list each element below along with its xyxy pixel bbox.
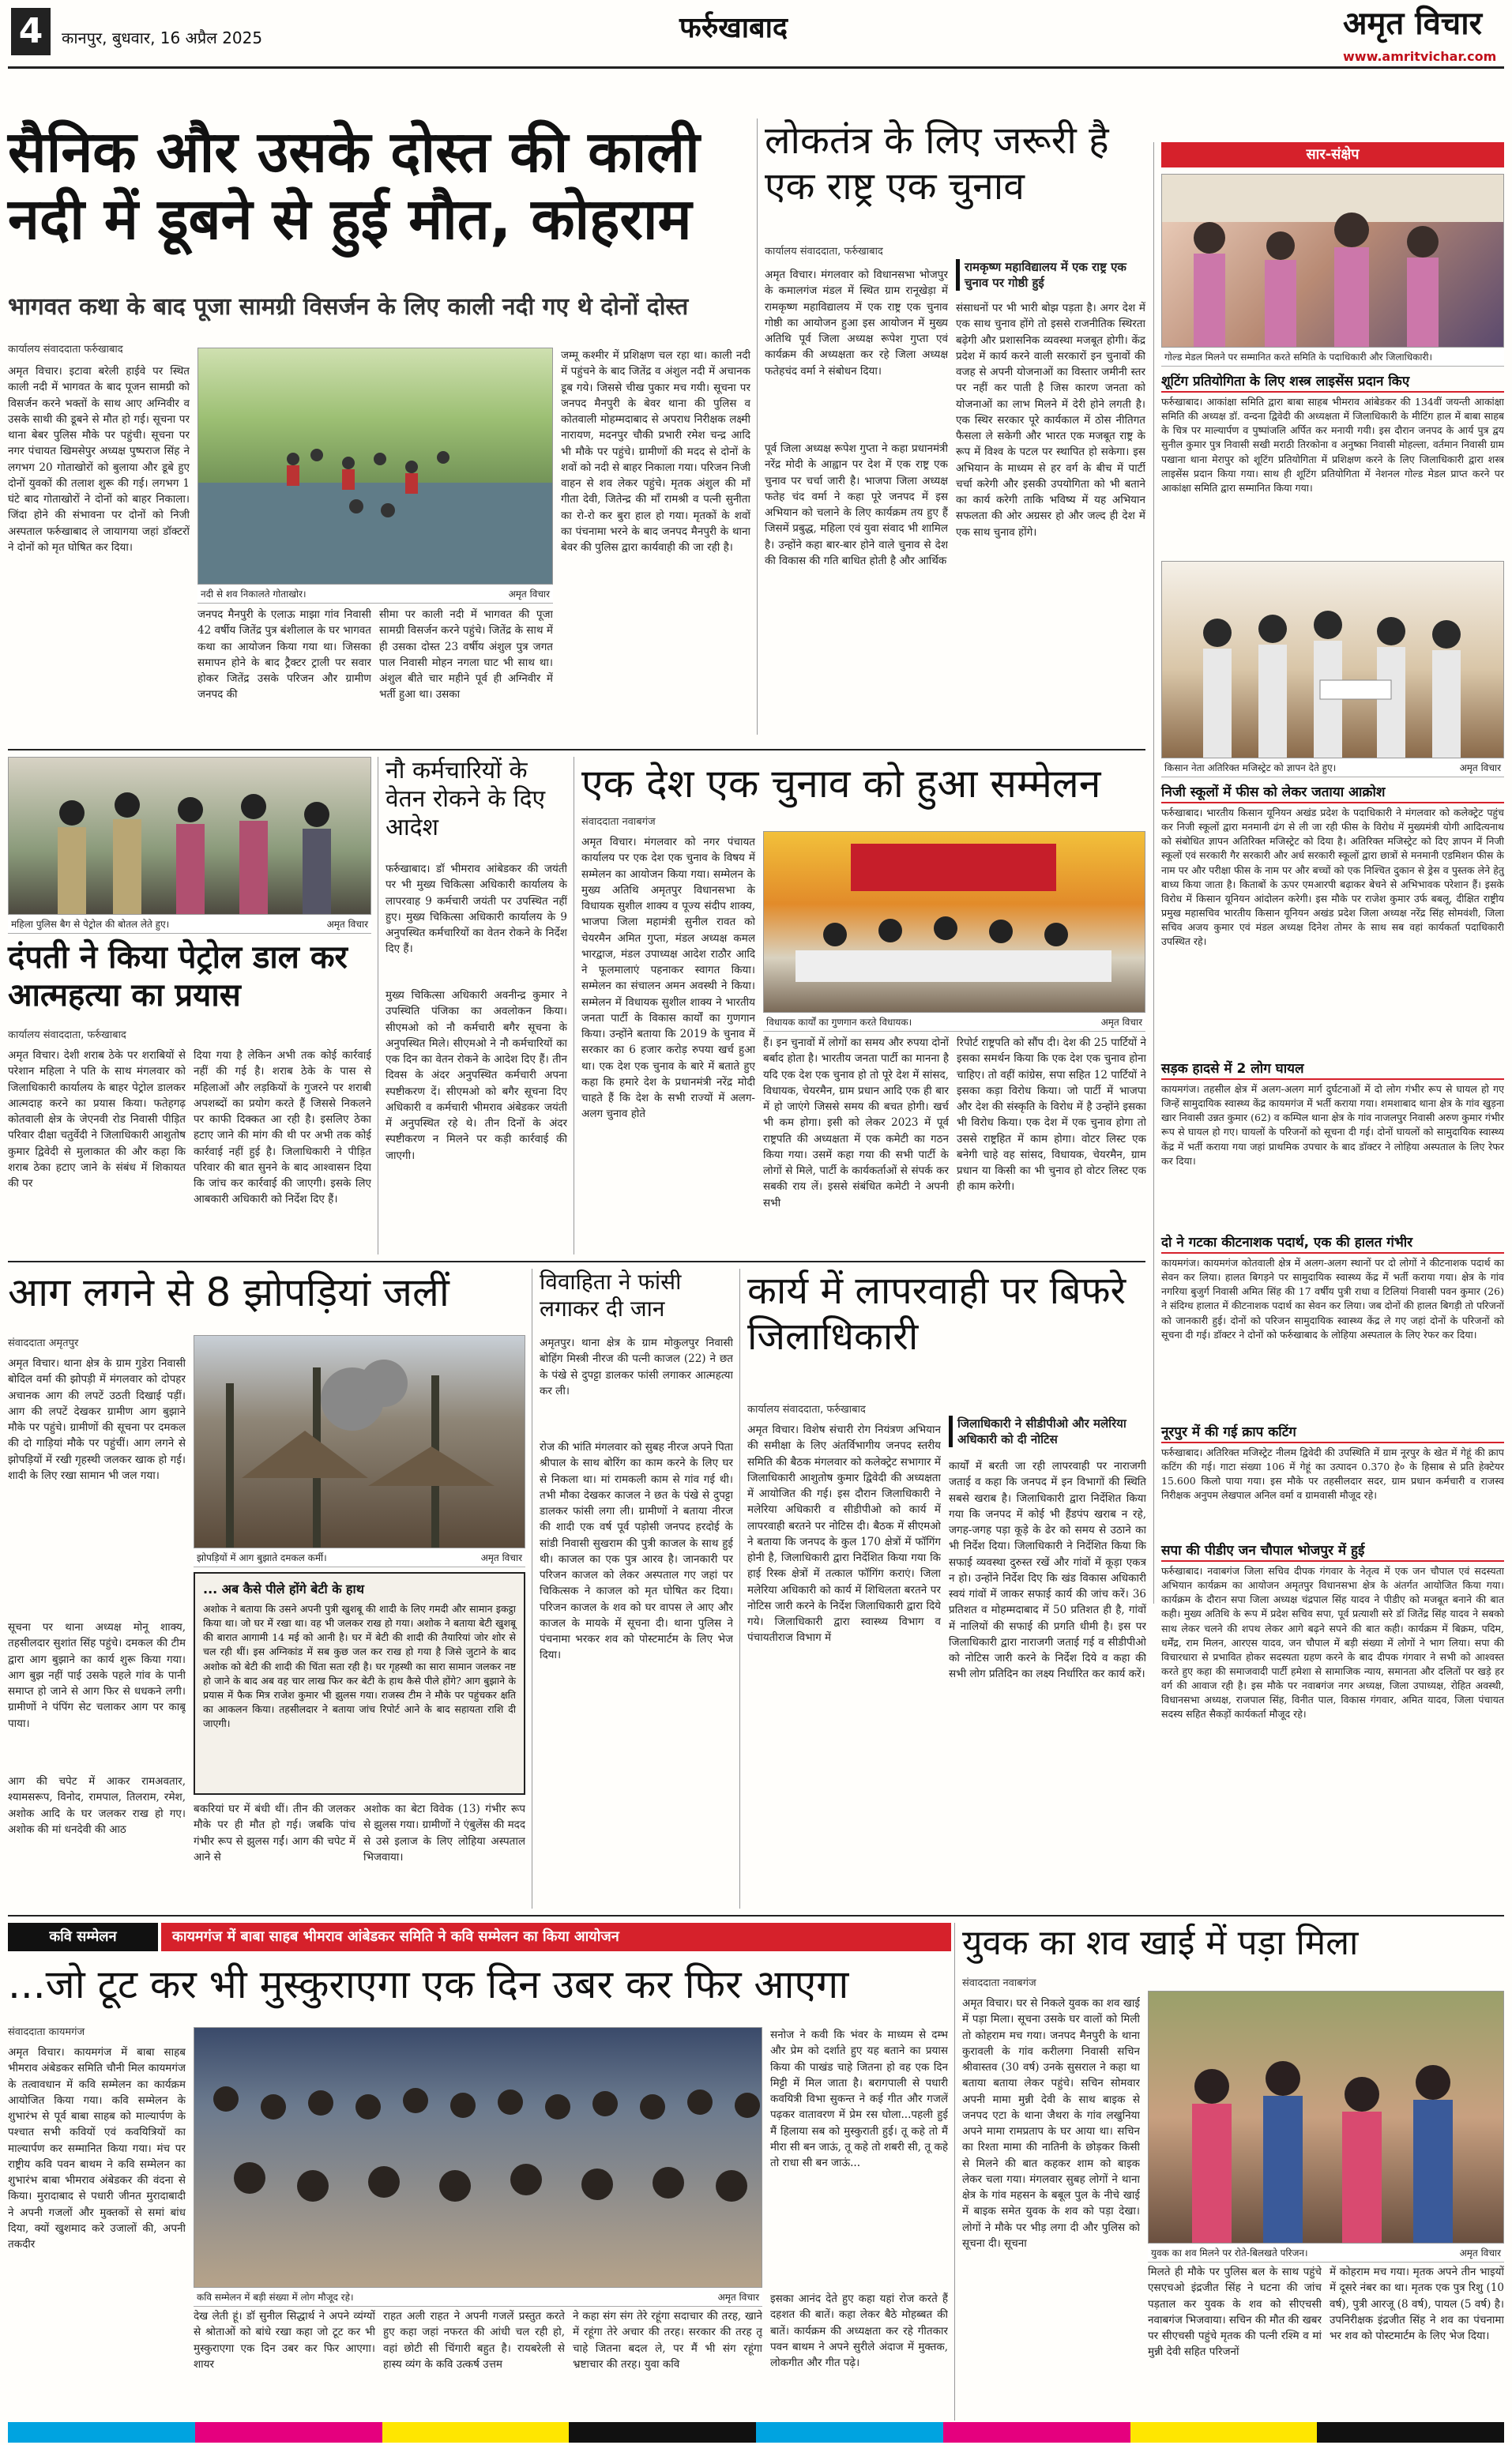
story4-headline: एक देश एक चुनाव को हुआ सम्मेलन — [581, 761, 1101, 807]
story5-photo — [8, 757, 371, 915]
story8-body-col2: कार्यों में बरती जा रही लापरवाही पर नाराजगी जताई व कहा कि जनपद में इन विभागों की स्थिति सबसे खराब है। जिलाधिकारी द्वारा निर्देशित किया गया कि जनपद में कोई भी हैंडपंप खराब न रहे, जगह-जगह पड़ा कूड़े के ढेर को समय से उठाने का भी निर्देश दिया। जिलाधिकारी ने निर्देशित किया कि सफाई व्यवस्था दुरुस्त रखें और गांवों में कूड़ा एकत्र न हो। उन्होंने निर्देश दिए कि खंड विकास अधिकारी स्वयं गांवों में जाकर सफाई कार्य की जांच करें। 36 प्रतिशत व मोहम्मदाबाद में 50 प्रतिशत ही है, गांवों में नालियों की सफाई की प्रगति धीमी है। इस पर जिलाधिकारी द्वारा नाराजगी जताई गई व सीडीपीओ को नोटिस जारी करने के निर्देश दिये व कहा की सभी लोग प्रतिदिन का लक्ष्य निर्धारित कर कार्य करें। — [949, 1460, 1146, 1681]
caption-text: कवि सम्मेलन में बड़ी संख्या में लोग मौजूद रहे। — [197, 2292, 354, 2303]
section-title: फर्रुखाबाद — [679, 12, 788, 44]
caption-text: युवक का शव मिलने पर रोते-बिलखते परिजन। — [1151, 2248, 1308, 2259]
story6-body-col1b: सूचना पर थाना अध्यक्ष मोनू शाक्य, तहसीलदार सुशांत सिंह पहुंचे। दमकल की टीम द्वारा आग बुझाने का कार्य शुरू किया गया। आग बुझ नहीं पाई उसके पहले गांव के पानी समाप्त हो जाने से आग फिर से धधकने लगी। ग्रामीणों ने पंपिंग सेट चलाकर आग पर काबू पाया। — [8, 1621, 186, 1730]
story2-subhead: रामकृष्ण महाविद्यालय में एक राष्ट्र एक चुनाव पर गोष्ठी हुई — [956, 259, 1145, 291]
story1-photo — [197, 348, 553, 585]
story5-body-col1: अमृत विचार। देशी शराब ठेके पर शराबियों से परेशान महिला ने पति के साथ मंगलवार को जिलाधिकारी कार्यालय के बाहर पेट्रोल डालकर आत्मदाह करने का प्रयास किया। फतेहगढ़ कोतवाली क्षेत्र के जेएनवी रोड निवासी पीड़ित परिवार दीक्षा चतुर्वेदी ने जिलाधिकारी आशुतोष कुमार द्विवेदी से मुलाकात की और कहा कि शराब ठेका हटाए जाने के संबंध में शिकायत की पर — [8, 1049, 186, 1190]
briefs-photo1-caption — [1161, 348, 1504, 367]
story6-photo — [194, 1335, 525, 1548]
swatch — [756, 2422, 943, 2443]
story6-photo-caption — [194, 1548, 525, 1567]
story4-photo — [763, 831, 1145, 1013]
story1-body-col4: जम्मू कश्मीर में प्रशिक्षण चल रहा था। काली नदी में पहुंचने के बाद जितेंद्र व अंशुल नदी में अचानक डूब गये। जिससे चीख पुकार मच गयी। सूचना पर जनपद मैनपुरी के बेवर थाना की पुलिस व कोतवाली मोहम्मदाबाद से अपराध निरीक्षक लक्ष्मी नारायण, मदनपुर चौकी प्रभारी रमेश चन्द्र आदि भी मौके पर पहुंचे। ग्रामीणों की मदद से दोनों के शवों को नदी से बाहर निकाला गया। परिजन निजी वाहन से शव लेकर पहुंचे। मृतक अंशुल की माँ गीता देवी, जितेन्द्र की माँ रामश्री व पत्नी सुनीता का रो-रो कर बुरा हाल हो गया। मृतकों के शवों का पंचनामा भरने के बाद जनपद मैनपुरी के थाना बेवर की पुलिस द्वारा कार्यवाही की जा रही है। — [561, 349, 750, 554]
photo-credit: अमृत विचार — [1100, 1017, 1142, 1028]
swatch — [1130, 2422, 1318, 2443]
brief3-text: कायमगंज। तहसील क्षेत्र में अलग-अलग मार्ग दुर्घटनाओं में दो लोग गंभीर रूप से घायल हो गए जिन्हें सामुदायिक स्वास्थ्य केंद्र कायमगंज में भर्ती कराया गया। शमशाबाद थाना क्षेत्र के गांव खुड़ना खार निवासी उन्नत कुमार (62) व कम्पिल थाना क्षेत्र के गांव नाजलपुर निवासी अरुण कुमार गंभीर रूप से घायल हो गए। घायलों के परिजनों को सूचना दी गई। दोनों घायलों को सामुदायिक स्वास्थ्य केंद्र में भर्ती कराया गया जहां प्राथमिक उपचार के बाद डॉक्टर ने लोहिया अस्पताल के लिए रेफर कर दिया। — [1161, 1083, 1504, 1167]
story5-byline: कार्यालय संवाददाता, फर्रुखाबाद — [8, 1029, 126, 1041]
briefs-header: सार-संक्षेप — [1161, 142, 1504, 167]
website-link[interactable]: www.amritvichar.com — [1343, 49, 1497, 64]
brief2-text: फर्रुखाबाद। भारतीय किसान यूनियन अखंड प्रदेश के पदाधिकारी ने मंगलवार को कलेक्ट्रेट पहुंच कर निजी स्कूलों द्वारा मनमानी ढंग से ली जा रही फीस के विरोध में मुख्यमंत्री योगी आदित्यनाथ को संबोधित ज्ञापन अतिरिक्त मजिस्ट्रेट को दिया है। अतिरिक्त मजिस्ट्रेट को दिए ज्ञापन में निजी स्कूलों एवं सरकारी गैर सरकारी और अर्ध सरकारी स्कूलों द्वारा छात्रों से मनमानी एडमिशन फीस के नाम पर और परीक्षा फीस के नाम पर और बच्चों को एक निश्चित दुकान से ड्रेस व पुस्तक लेने हेतु बाध्य किया जाता है। किताबों के ऊपर एमआरपी बढ़ाकर बेचने से अभिभावक परेशान हैं। इसके विरोध में किसान यूनियन आंदोलन करेगी। इस मौके पर राजेश कुमार उर्फ बबलू, दीक्षित राष्ट्रीय प्रमुख महासचिव भारतीय किसान यूनियन अखंड प्रदेश जिला अध्यक्ष नरेंद्र सिंह सोमवंशी, जिला सचिव अजय कुमार एवं मंडल अध्यक्ष दिनेश तोमर के साथ सब वहां कार्यकर्ता पदाधिकारी उपस्थित रहे। — [1161, 807, 1504, 948]
story9-headline: युवक का शव खाई में पड़ा मिला — [962, 1923, 1359, 1963]
brief4-text: कायमगंज। कायमगंज कोतवाली क्षेत्र में अलग-अलग स्थानों पर दो लोगों ने कीटनाशक पदार्थ का सेवन कर लिया। हालत बिगड़ने पर सामुदायिक स्वास्थ्य केंद्र में भर्ती कराया गया। क्षेत्र के गांव नगरिया बुजुर्ग निवासी अमित सिंह की 17 वर्षीय पुत्री राधा व टिलियां निवासी पवन कुमार (26) ने संदिग्ध हालात में कीटनाशक पदार्थ का सेवन कर लिया। जब दोनों की हालत बिगड़ी तो परिजनों को जानकारी हुई। दोनों को परिजन सामुदायिक स्वास्थ्य केंद्र ले गए जहां दोनों के परिजनों को सूचना दी गई। डॉक्टर ने दोनों को फर्रुखाबाद के लोहिया अस्पताल के लिए रेफर कर दिया। — [1161, 1257, 1504, 1341]
story1-body-col1: अमृत विचार। इटावा बरेली हाईवे पर स्थित काली नदी में भागवत के बाद पूजन सामग्री को विसर्जन करने भक्तों के साथ आए अग्निवीर व उसके साथी की डूबने से मौत हो गई। सूचना पर थाना बेबर पुलिस मौके पर पहुंची। सूचना पर नगर पंचायत खिमसेपुर अध्यक्ष पुष्पराज सिंह ने लगभग 20 गोताखोरों को बुलाया और डूबे हुए दोनों युवकों की तलाश शुरू की गई। लगभग 1 घंटे बाद गोताखोरों ने दोनों को बाहर निकाला। जिंदा होने की संभावना पर दोनों को निजी अस्पताल फर्रुखाबाद ले जायागया जहां डॉक्टरों ने दोनों को मृत घोषित कर दिया। — [8, 365, 190, 554]
story9-photo-caption — [1148, 2244, 1504, 2263]
print-registration-bar — [8, 2422, 1504, 2443]
briefs-photo1 — [1161, 174, 1504, 348]
story1-body-col2: जनपद मैनपुरी के एलाऊ माझा गांव निवासी 42 वर्षीय जितेंद्र पुत्र बंशीलाल के घर भागवत कथा का आयोजन किया गया था। जिसका समापन होने के बाद ट्रैक्टर ट्राली पर सवार होकर जितेंद्र उसके परिजन और ग्रामीण जनपद की — [197, 608, 371, 702]
story1-photo-caption — [197, 585, 553, 604]
brief1-heading: शूटिंग प्रतियोगिता के लिए शस्त्र लाइसेंस प्रदान किए — [1161, 371, 1504, 393]
caption-text: गोल्ड मेडल मिलने पर सम्मानित करते समिति के पदाधिकारी और जिलाधिकारी। — [1164, 352, 1433, 363]
story1-headline: सैनिक और उसके दोस्त की काली नदी में डूबने से हुई मौत, कोहराम — [8, 118, 700, 252]
story6-sidebar-box — [194, 1572, 525, 1795]
farmers-memo-image — [1162, 562, 1504, 758]
caption-text: नदी से शव निकालते गोताखोर। — [201, 589, 307, 600]
medal-ceremony-image — [1162, 175, 1504, 348]
conference-stage-image — [764, 832, 1145, 1013]
story2-body-col1b: पूर्व जिला अध्यक्ष रूपेश गुप्ता ने कहा प्रधानमंत्री नरेंद्र मोदी के आह्वान पर देश में एक राष्ट्र एक चुनाव पर चर्चा जारी है। भाजपा जिला अध्यक्ष फतेह चंद वर्मा ने कहा पूरे जनपद में इस अभियान को चलाने के लिए कार्यक्रम तय हुए हैं जिसमें प्रबुद्ध, महिला एवं युवा संवाद भी शामिल है। उन्होंने कहा बार-बार होने वाले चुनाव से देश की विकास की गति बाधित होती है और आर्थिक — [765, 442, 948, 567]
briefs-photo2-caption — [1161, 758, 1504, 777]
swatch — [943, 2422, 1130, 2443]
poetry-body-col1: अमृत विचार। कायमगंज में बाबा साहब भीमराव अंबेडकर समिति चौनी मिल कायमगंज के तत्वावधान में कवि सम्मेलन का कार्यक्रम आयोजित किया गया। कवि सम्मेलन के शुभारंभ से पूर्व बाबा साहब को माल्यार्पण के पश्चात सभी कवियों एवं कवयित्रियों का माल्यार्पण कर सम्मानित किया गया। मंच पर राष्ट्रीय कवि पवन बाथम ने कवि सम्मेलन का शुभारंभ बाबा भीमराव अंबेडकर की वंदना से किया। मुरादाबाद से पधारी जीनत मुरादाबादी ने अपनी गजलों और मुक्तकों से समां बांध दिया, क्यों खुशमाद करे उजालों की, अपनी तकदीर — [8, 2046, 186, 2251]
photo-credit: अमृत विचार — [717, 2292, 759, 2303]
poetry-byline: संवाददाता कायमगंज — [8, 2026, 85, 2038]
poetry-body-col2: देख लेती हूं। डॉ सुनील सिद्धार्थ ने अपने व्यंग्यों से श्रोताओं को बांधे रखा कहा जो टूट कर भी मुस्कुराएगा एक दिन उबर कर फिर आएगा। शायर — [194, 2310, 375, 2371]
poetry-body-col4: ने कहा संग संग तेरे रहूंगा सदाचार की तरह, खाने में रहूंगा तेरे अचार की तरह। सरकार की तरह तू चाहे जितना बदल ले, पर मैं भी संग रहूंगा भ्रष्टाचार की तरह। युवा कवि — [573, 2310, 762, 2371]
story8-headline: कार्य में लापरवाही पर बिफरे जिलाधिकारी — [747, 1269, 1126, 1359]
story9-photo — [1148, 1991, 1504, 2244]
story9-byline: संवाददाता नवाबगंज — [962, 1977, 1036, 1989]
story8-body-col1: अमृत विचार। विशेष संचारी रोग नियंत्रण अभियान की समीक्षा के लिए अंतर्विभागीय जनपद स्तरीय समिति की बैठक मंगलवार को कलेक्ट्रेट सभागार में जिलाधिकारी आशुतोष कुमार द्विवेदी की अध्यक्षता में आयोजित की गई। इस दौरान जिलाधिकारी ने मलेरिया अधिकारी व सीडीपीओ को कार्य में लापरवाही बरतने पर नोटिस दी। बैठक में सीएमओ ने बताया कि जनपद के कुल 170 क्षेत्रों में फॉगिंग होनी है, जिलाधिकारी द्वारा निर्देशित किया गया कि हाई रिस्क क्षेत्रों में तत्काल फॉगिंग कराएं। जिला मलेरिया अधिकारी को कार्य में शिथिलता बरतने पर नोटिस जारी करने के निर्देश जिलाधिकारी द्वारा दिये गये। जिलाधिकारी द्वारा स्वास्थ्य विभाग व पंचायतीराज विभाग में — [747, 1424, 941, 1645]
poetry-body-col5b: इसका आनंद देते हुए कहा यहां रोज करते हैं दहशत की बातें। कहा लेकर बैठे मोहब्बत की बातें। कार्यक्रम की अध्यक्षता कर रहे गीतकार पवन बाथम ने अपने सुरीले अंदाज में मुक्तक, लोकगीत और गीत पढ़े। — [770, 2293, 948, 2369]
fire-huts-image — [194, 1336, 525, 1548]
swatch — [8, 2422, 195, 2443]
sidebar-text: अशोक ने बताया कि उसने अपनी पुत्री खुशबू की शादी के लिए गमदी और सामान इकट्ठा किया था। जो घर में रखा था। वह भी जलकर राख हो गया। अशोक ने बताया बेटी खुशबू की बारात आगामी 14 मई को आनी है। घर में बेटी की शादी की तैयारियां जोर शोर से चल रही थीं। इस अग्निकांड में सब कुछ जल कर राख हो गया है जिसे जुटाने के बाद अशोक को बेटी की शादी की चिंता सता रही है। घर गृहस्थी का सारा सामान जलकर नष्ट हो जाने के बाद अब वह चार लाख फिर कर बेटी के हाथ कैसे पीले होंगे? आग बुझाने के प्रयास में फैक मित्र राजेश कुमार भी झुलस गया। राजस्व टीम ने मौके पर पहुंचकर क्षति का आकलन किया। तहसीलदार ने बताया जांच रिपोर्ट आने के बाद सहायता राशि दी जाएगी। — [203, 1603, 516, 1729]
photo-credit: अमृत विचार — [508, 589, 550, 600]
brand-logo: अमृत विचार — [1343, 6, 1482, 42]
story4-byline: संवाददाता नवाबगंज — [581, 816, 656, 828]
story7-body-col1b: रोज की भांति मंगलवार को सुबह नीरज अपने पिता श्रीपाल के साथ बोरिंग का काम करने के लिए घर से निकला था। मां रामकली काम से गांव गई थी। तभी मौका देखकर काजल ने छत के पंखे से दुपट्टा डालकर फांसी लगा ली। ग्रामीणों ने बताया नीरज की शादी एक वर्ष पूर्व पड़ोसी जनपद हरदोई के सांडी निवासी सुखराम की पुत्री काजल के साथ हुई थी। काजल का एक पुत्र आरव है। जानकारी पर परिजन काजल को लेकर अस्पताल गए जहां पर चिकित्सक ने काजल को मृत घोषित कर दिया। परिजन काजल के शव को घर वापस ले आए और काजल के मायके में सूचना दी। थाना पुलिस ने पंचनामा भरकर शव को पोस्टमार्टम के लिए भेज दिया। — [540, 1441, 733, 1662]
story1-deck: भागवत कथा के बाद पूजा सामग्री विसर्जन के लिए काली नदी गए थे दोनों दोस्त — [8, 293, 689, 321]
poetry-headline: ...जो टूट कर भी मुस्कुराएगा एक दिन उबर कर फिर आएगा — [8, 1962, 849, 2007]
caption-text: महिला पुलिस बैग से पेट्रोल की बोतल लेते हुए। — [11, 919, 170, 930]
swatch — [382, 2422, 570, 2443]
story7-body-col1: अमृतपुर। थाना क्षेत्र के ग्राम मोकुलपुर निवासी बोहिंग मिस्त्री नीरज की पत्नी काजल (22) ने छत के पंखे से दुपट्टा डालकर फांसी लगाकर आत्महत्या कर ली। — [540, 1337, 733, 1397]
story9-body-col2: मिलते ही मौके पर पुलिस बल के साथ पहुंचे एसएचओ इंद्रजीत सिंह ने घटना की जांच पड़ताल कर युवक के शव को सीएचसी नवाबगंज भिजवाया। सचिन की मौत की खबर पर सीएचसी पहुंचे मृतक की पत्नी रश्मि व मां मुन्नी देवी सहित परिजनों — [1148, 2266, 1322, 2359]
photo-credit: अमृत विचार — [1459, 2248, 1501, 2259]
briefs-photo2 — [1161, 561, 1504, 758]
story6-byline: संवाददाता अमृतपुर — [8, 1337, 79, 1349]
brief3-heading: सड़क हादसे में 2 लोग घायल — [1161, 1059, 1504, 1080]
story6-body-col3: अशोक का बेटा विवेक (13) गंभीर रूप से झुलस गया। ग्रामीणों ने एंबुलेंस की मदद से उसे इलाज के लिए लोहिया अस्पताल भिजवाया। — [363, 1803, 525, 1864]
brief4-heading: दो ने गटका कीटनाशक पदार्थ, एक की हालत गंभीर — [1161, 1232, 1504, 1254]
brief5-heading: नूरपुर में की गई क्राप कटिंग — [1161, 1422, 1504, 1443]
story1-body-col3: सीमा पर काली नदी में भागवत की पूजा सामग्री विसर्जन करने पहुंचे। जितेंद्र के साथ में ही उसका दोस्त 23 वर्षीय अंशुल पुत्र जगत पाल निवासी मोहन नगला घाट भी साथ था। अंशुल बीते चार महीने पूर्व ही अग्निवीर में भर्ती हुआ था। उसका — [379, 608, 553, 702]
swatch — [1317, 2422, 1504, 2443]
story3-headline: नौ कर्मचारियों के वेतन रोकने के दिए आदेश — [386, 757, 546, 841]
story7-headline: विवाहिता ने फांसी लगाकर दी जान — [540, 1269, 682, 1322]
brief1-text: फर्रुखाबाद। आकांक्षा समिति द्वारा बाबा साहब भीमराव आंबेडकर की 134वीं जयन्ती आकांक्षा समिति की अध्यक्ष डॉ. वन्दना द्विवेदी की अध्यक्षता में जिलाधिकारी के मीटिंग हाल में बाबा साहब के चित्र पर माल्यार्पण व पुष्पांजलि अर्पित कर मनायी गयी। इस दौरान जनपद के आर्य पुत्र द्वय सुनील कुमार पुत्र निवासी सखी मराठी तिरकोना व अनुष्का निवासी मोहल्ला, वर्तमान निवासी ग्राम पखाना थाना मेरापुर को शूटिंग प्रतियोगिता में प्रशिक्षण करने के लिए जिलाधिकारी द्वारा शस्त्र लाइसेंस प्रदान किया गया। साथ ही शूटिंग प्रतियोगिता में नेशनल गोल्ड मेडल प्राप्त करने पर आकांक्षा समिति द्वारा सम्मानित किया गया। — [1161, 396, 1504, 494]
brief6-text: फर्रुखाबाद। नवाबगंज जिला सचिव दीपक गंगवार के नेतृत्व में एक जन चौपाल एवं सदस्यता अभियान कार्यक्रम का आयोजन अमृतपुर विधानसभा क्षेत्र के अंतर्गत आयोजित किया गया। कार्यक्रम के दौरान सपा जिला अध्यक्ष चंद्रपाल सिंह यादव ने पीडीए को मजबूत बनाने की बात कही। मुख्य अतिथि के रूप में प्रदेश सचिव सपा, पूर्व प्रत्याशी सरे डॉ जितेंद्र सिंह यादव ने सबको साथ लेकर चलने की शपथ लेकर आगे बढ़ने सपने की बात कही। कार्यक्रम में बिक्रम, पदिम, धर्मेंद्र, राम मिलन, आरएस यादव, जन चौपाल में बड़ी संख्या में लोगों ने भाग लिया। सपा की विचारधारा से प्रभावित होकर सदस्यता ग्रहण करने के बाद दीपक गंगवार ने सभी को आश्वस्त करते हुए कहा की समाजवादी पार्टी हमेशा से सामाजिक न्याय, समानता और दलितों पर खड़े हर वर्ग की आवाज रही है। इस मौके पर नवाबगंज नगर अध्यक्ष, जिला उपाध्यक्ष, रोहित अवस्थी, विधानसभा अध्यक्ष, राजपाल सिंह, विनीत पाल, विकास गंगवार, अमित यादव, जिला पंचायत सदस्य सहित सैकड़ों कार्यकर्ता मौजूद रहे। — [1161, 1565, 1504, 1721]
brief6-heading: सपा की पीडीए जन चौपाल भोजपुर में हुई — [1161, 1540, 1504, 1562]
page-number: 4 — [11, 8, 51, 55]
story4-body-col3: रिपोर्ट राष्ट्रपति को सौंप दी। देश की 25 पार्टियों ने इसका समर्थन किया कि एक देश एक चुनाव होना चाहिए। तो वहीं कांग्रेस, सपा सहित 12 पार्टियों ने इसका कड़ा विरोध किया। जो पार्टी में भाजपा और देश की संस्कृति के विरोध में है उन्होंने इसका भी विरोध किया। एक देश में एक चुनाव होगा तो उससे राष्ट्रहित में काम होगा। वोटर लिस्ट एक बनेगी चाहे वह सांसद, विधायक, चेयरमैन, ग्राम प्रधान या किसी का भी चुनाव हो वोटर लिस्ट एक ही काम करेगी। — [957, 1036, 1146, 1194]
story4-photo-caption — [763, 1013, 1145, 1032]
story2-headline: लोकतंत्र के लिए जरूरी है एक राष्ट्र एक चुनाव — [765, 118, 1109, 209]
caption-text: विधायक कार्यों का गुणगान करते विधायक। — [766, 1017, 912, 1028]
photo-credit: अमृत विचार — [326, 919, 368, 930]
story5-photo-caption — [8, 915, 371, 934]
story4-body-col2: हैं। इन चुनावों में लोगों का समय और रुपया दोनों बर्बाद होता है। भारतीय जनता पार्टी का मानना है यदि एक देश एक चुनाव हो तो पूरे देश में सांसद, विधायक, चेयरमैन, ग्राम प्रधान आदि एक ही बार में हो जाएंगे जिससे समय की बचत होगी। खर्च भी कम होगा। इसी को लेकर 2023 में पूर्व राष्ट्रपति की अध्यक्षता में एक कमेटी का गठन किया गया। उसमें कहा गया की सभी पार्टी के लोगों से मिले, पार्टी के कार्यकर्ताओं से संपर्क कर सबकी राय लें। इससे संबंधित कमेटी ने अपनी सभी — [763, 1036, 949, 1209]
story2-body-col1: अमृत विचार। मंगलवार को विधानसभा भोजपुर के कमालगंज मंडल में स्थित ग्राम रानूखेड़ा में रामकृष्ण महाविद्यालय में एक राष्ट्र एक चुनाव गोष्ठी का आयोजन हुआ इस आयोजन में मुख्य अतिथि पूर्व जिला अध्यक्ष रूपेश गुप्ता एवं कार्यक्रम की अध्यक्षता कर रहे जिला अध्यक्ष फतेहचंद वर्मा ने संबोधन दिया। — [765, 269, 948, 378]
story1-byline: कार्यालय संवाददाता फर्रुखाबाद — [8, 344, 123, 355]
photo-credit: अमृत विचार — [1459, 762, 1501, 773]
story5-body-col2: दिया गया है लेकिन अभी तक कोई कार्रवाई नहीं की गई है। शराब ठेके के पास से महिलाओं और लड़कियों के गुजरने पर शराबी अपशब्दों का प्रयोग करते हैं जिससे निकलने पर काफी दिक्कत आ रही है। इसलिए ठेका हटाए जाने की मांग की थी पर अभी तक कोई कार्रवाई नहीं हुई है। जिलाधिकारी ने पीड़ित परिवार की बात सुनने के बाद आश्वासन दिया कि जांच कर कार्रवाई की जाएगी। इसके लिए आबकारी अधिकारी को निर्देश दिए हैं। — [194, 1049, 371, 1206]
swatch — [569, 2422, 756, 2443]
poetry-photo — [194, 2027, 762, 2288]
story8-subhead: जिलाधिकारी ने सीडीपीओ और मलेरिया अधिकारी को दी नोटिस — [949, 1416, 1146, 1447]
poetry-photo-caption — [194, 2288, 762, 2307]
story5-headline: दंपती ने किया पेट्रोल डाल कर आत्महत्या का प्रयास — [8, 939, 348, 1014]
swatch — [195, 2422, 382, 2443]
story6-headline: आग लगने से 8 झोपड़ियां जलीं — [8, 1270, 449, 1315]
story3-body-col1: फर्रुखाबाद। डॉ भीमराव आंबेडकर की जयंती पर भी मुख्य चिकित्सा अधिकारी कार्यालय के लापरवाह 9 कर्मचारी जयंती पर उपस्थित नहीं हुए। मुख्य चिकित्सा अधिकारी कार्यालय के 9 अनुपस्थित कर्मचारियों का वेतन रोकने के निर्देश दिए हैं। — [386, 863, 567, 956]
story3-body-col1b: मुख्य चिकित्सा अधिकारी अवनीन्द्र कुमार ने उपस्थिति पंजिका का अवलोकन किया। सीएमओ को नौ कर्मचारी बगैर सूचना के अनुपस्थित मिले। सीएमओ ने नौ कर्मचारियों का एक दिन का वेतन रोकने के आदेश दिए हैं। तीन दिवस के अंदर अनुपस्थित कर्मचारी अपना स्पष्टीकरण दें। सीएमओ को बगैर सूचना दिए अधिकारी व कर्मचारी भीमराव अंबेडकर जयंती में अनुपस्थित रहे थे। तीन दिनों के अंदर स्पष्टीकरण न मिलने पर कड़ी कार्रवाई की जाएगी। — [386, 989, 567, 1162]
story6-body-col2: बकरियां घर में बंधी थीं। तीन की जलकर मौके पर ही मौत हो गई। जबकि पांच गंभीर रूप से झुलस गईं। आग की चपेट में आने से — [194, 1803, 355, 1864]
river-divers-image — [198, 348, 553, 585]
caption-text: झोपड़ियों में आग बुझाते दमकल कर्मी। — [197, 1552, 327, 1563]
story9-body-col3: में कोहराम मच गया। मृतक अपने तीन भाइयों में दूसरे नंबर का था। मृतक एक पुत्र रिशु (10 वर्ष), पुत्री आरजू (8 वर्ष), पायल (5 वर्ष) है। उपनिरीक्षक इंद्रजीत सिंह ने शव का पंचनामा भर शव को पोस्टमार्टम के लिए भेज दिया। — [1330, 2266, 1504, 2342]
story6-body-col1c: आग की चपेट में आकर रामअवतार, श्यामसरूप, विनोद, रामपाल, तिलराम, रमेश, अशोक आदि के घर जलकर राख हो गए। अशोक की मां धनदेवी की आठ — [8, 1775, 186, 1836]
poetry-banner: कायमगंज में बाबा साहब भीमराव आंबेडकर समिति ने कवि सम्मेलन का किया आयोजन — [161, 1923, 951, 1951]
audience-crowd-image — [194, 2028, 762, 2288]
story2-body-col2: संसाधनों पर भी भारी बोझ पड़ता है। अगर देश में एक साथ चुनाव होंगे तो इससे राजनीतिक स्थिरता बढ़ेगी और प्रशासनिक व्यवस्था मजबूत होगी। केंद्र प्रदेश में कार्य करने वाली सरकारों इन चुनावों की वजह से अपनी योजनाओं का विस्तार जमीनी स्तर पर नहीं कर पाती है जिस कारण जनता को योजनाओं का लाभ मिलने में देरी होने लगती है। एक स्थिर सरकार पूरे कार्यकाल में ठोस नीतिगत फैसला ले सकेगी और भारत एक मजबूत राष्ट्र के रूप में विश्व के पटल पर स्थापित हो सकेगा। इस अभियान के माध्यम से हर वर्ग के बीच में पार्टी चर्चा करेगी और इसकी उपयोगिता को भी बताने का कार्य करेगी ताकि भविष्य में यह अभियान सफलता की ओर अग्रसर हो और जल्द ही देश में एक साथ चुनाव होंगे। — [956, 302, 1145, 539]
story8-byline: कार्यालय संवाददाता, फर्रुखाबाद — [747, 1404, 866, 1416]
brief2-heading: निजी स्कूलों में फीस को लेकर जताया आक्रोश — [1161, 782, 1504, 803]
header-rule — [8, 66, 1504, 69]
police-petrol-image — [9, 758, 371, 915]
story4-body-col1: अमृत विचार। मंगलवार को नगर पंचायत कार्यालय पर एक देश एक चुनाव के विषय में सम्मेलन का आयोजन किया गया। सम्मेलन के मुख्य अतिथि अमृतपुर विधानसभा के विधायक सुशील शाक्य व पूज्य संदीप शाक्य, भाजपा जिला महामंत्री सुनील रावत को चेयरमैन अमित गुप्ता, मंडल अध्यक्ष कमल भारद्वाज, मंडल उपाध्यक्ष आदेश राठौर आदि ने फूलमालाएं पहनाकर स्वागत किया। सम्मेलन का संचालन अमन अवस्थी ने किया। सम्मेलन में विधायक सुशील शाक्य ने भारतीय जनता पार्टी के विकास कार्यों का गुणगान किया। उन्होंने बताया कि 2019 के चुनाव में सरकार का 6 हजार करोड़ रुपया खर्च हुआ था। एक देश एक चुनाव के बारे में बताते हुए कहा कि हमारे देश के प्रधानमंत्री नरेंद्र मोदी चाहते हैं कि देश के सभी राज्यों में अलग-अलग चुनाव होते — [581, 836, 755, 1121]
dateline: कानपुर, बुधवार, 16 अप्रैल 2025 — [62, 28, 263, 47]
photo-credit: अमृत विचार — [480, 1552, 522, 1563]
caption-text: किसान नेता अतिरिक्त मजिस्ट्रेट को ज्ञापन देते हुए। — [1164, 762, 1337, 773]
story6-body-col1: अमृत विचार। थाना क्षेत्र के ग्राम गुडेरा निवासी बोदिल वर्मा की झोपड़ी में मंगलवार को दोपहर अचानक आग की लपटें उठती दिखाई पड़ीं। आग की लपटें देखकर ग्रामीण आग बुझाने मौके पर पहुंचे। ग्रामीणों की सूचना पर दमकल की दो गाड़ियां मौके पर पहुंचीं। आग लगने से झोपड़ियों में रखी गृहस्थी जलकर खाक हो गई। शादी के लिए रखा सामान भी जल गया। — [8, 1357, 186, 1482]
poetry-tag: कवि सम्मेलन — [8, 1923, 158, 1951]
mourning-family-image — [1149, 1992, 1504, 2244]
sidebar-heading: ... अब कैसे पीले होंगे बेटी के हाथ — [203, 1582, 364, 1597]
poetry-body-col3: राहत अली राहत ने अपनी गजलें प्रस्तुत करते हुए कहा जहां नफरत की आंधी चल रही हो, वहां छोटी सी चिंगारी बहुत है। रायबरेली से हास्य व्यंग के कवि उत्कर्ष उत्तम — [383, 2310, 565, 2371]
poetry-body-col5: सनोज ने कवी कि भंवर के माध्यम से दम्भ और प्रेम को दर्शाते हुए यह बताने का प्रयास किया की पाखंड चाहे जितना हो वह एक दिन मिट्टी में मिल जाता है। बरागपाली से पधारी कवयित्री विभा सुकन्त ने कई गीत और गजलें पढ़कर वातावरण में प्रेम रस घोला...पहली हुई मैं हिलाया सब को मुस्कुराती हुई। तू कहे तो मैं मीरा सी बन जाऊं, तू कहे तो शबरी सी, तू कहे तो राधा सी बन जाऊं... — [770, 2029, 948, 2169]
story9-body-col1: अमृत विचार। घर से निकले युवक का शव खाई में पड़ा मिला। सूचना उसके घर वालों को मिली तो कोहराम मच गया। जनपद मैनपुरी के थाना कुरावली के गांव करीलगा निवासी सचिन श्रीवास्तव (30 वर्ष) उनके सुसराल ने कहा था बताया बताया लेकर पहुंचे। सचिन सोमवार अपनी मामा मुन्नी देवी के साथ बाइक से जनपद एटा के थाना जैथरा के गांव लखुनिया अपने मामा रामप्रताप के घर आया था। सचिन का रिश्ता मामा की नातिनी के छोड़कर किसी से मिलने की बात कहकर शाम को बाइक लेकर चला गया। मंगलवार सुबह लोगों ने थाना क्षेत्र के गांव महसन के बबूल पुल के नीचे खाई में बाइक समेत युवक के शव को पड़ा देखा। लोगों ने मौके पर भीड़ लगा दी और पुलिस को सूचना दी। सूचना — [962, 1997, 1140, 2250]
brief5-text: फर्रुखाबाद। अतिरिक्त मजिस्ट्रेट नीलम द्विवेदी की उपस्थिति में ग्राम नूरपुर के खेत में गेहूं की क्राप कटिंग की गई। गाटा संख्या 106 में गेहूं का उत्पादन 0.370 हे० के हिसाब से प्रति हेक्टेयर 15.600 किलो पाया गया। इस मौके पर तहसीलदार सदर, ग्राम प्रधान कर्मचारी व राजस्व निरीक्षक अनुपम लेखपाल अनिल वर्मा व ग्रामवासी मौजूद रहे। — [1161, 1446, 1504, 1502]
story2-byline: कार्यालय संवाददाता, फर्रुखाबाद — [765, 246, 883, 258]
